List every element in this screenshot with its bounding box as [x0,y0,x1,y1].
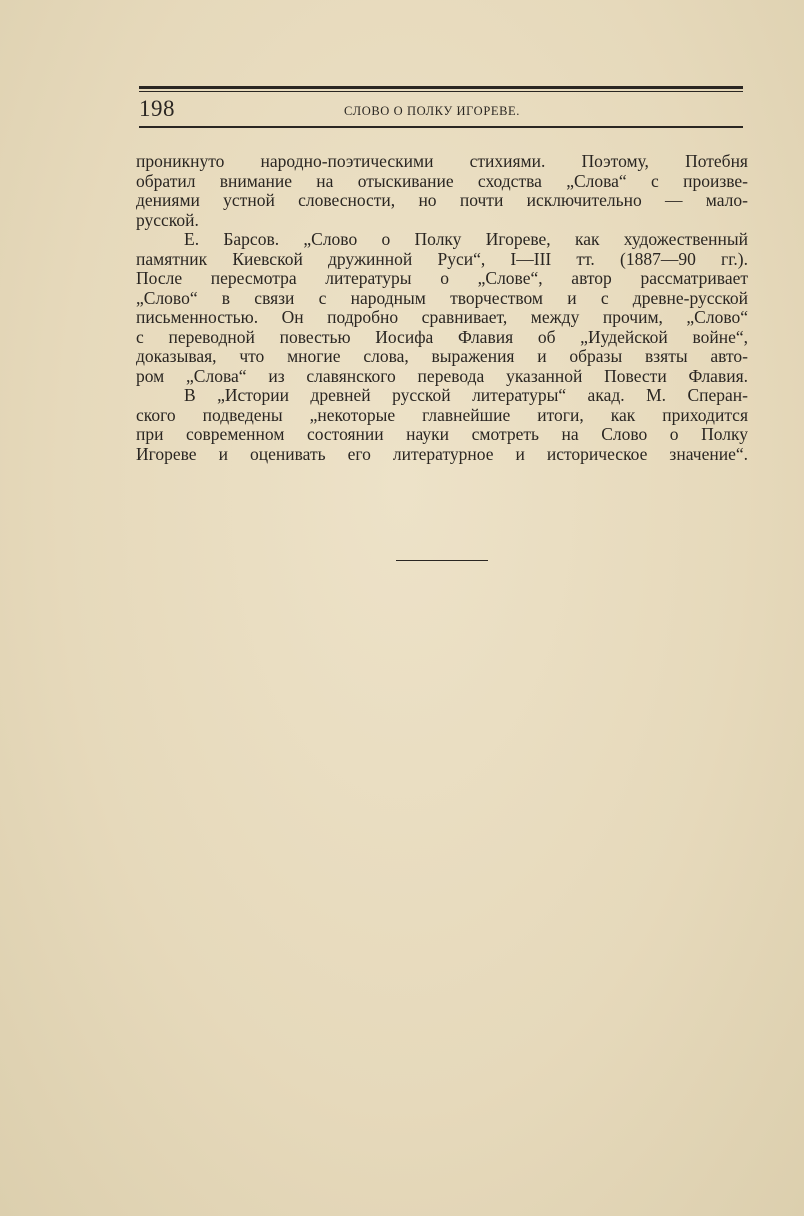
text-line: обратил внимание на отыскивание сходства „Слова“ с произве- [136,170,748,191]
text-line: ром „Слова“ из славянского перевода указанной Повести Флавия. [136,365,748,386]
text-line: памятник Киевской дружинной Руси“, I—III тт. (1887—90 гг.). [136,248,748,269]
body-text [136,152,748,464]
text-line: Игореве и оценивать его литературное и историческое значение“. [136,443,748,464]
text-line: при современном состоянии науки смотреть на Слово о Полку [136,424,748,444]
header-top-thin-rule [139,91,743,92]
header-top-rule [139,86,743,89]
text-line: Е. Барсов. „Слово о Полку Игореве, как художественный [184,229,748,249]
text-line: письменностью. Он подробно сравнивает, между прочим, „Слово“ [136,307,748,327]
text-line: „Слово“ в связи с народным творчеством и с древне-русской [136,287,748,308]
text-line: дениями устной словесности, но почти исключительно — мало- [136,190,748,210]
text-line: русской. [136,209,199,230]
text-line: ского подведены „некоторые главнейшие итоги, как приходится [136,404,748,425]
end-rule [396,560,488,561]
text-line: После пересмотра литературы о „Слове“, автор рассматривает [136,268,748,288]
running-title: СЛОВО О ПОЛКУ ИГОРЕВЕ. [344,104,520,118]
text-line: доказывая, что многие слова, выражения и образы взяты авто- [136,346,748,366]
text-line: проникнуто народно-поэтическими стихиями. Поэтому, Потебня [136,151,748,171]
text-line: В „Истории древней русской литературы“ акад. М. Сперан- [184,385,748,405]
header-bottom-rule [139,126,743,128]
page-number: 198 [139,96,175,121]
text-line: с переводной повестью Иосифа Флавия об „Иудейской войне“, [136,326,748,347]
